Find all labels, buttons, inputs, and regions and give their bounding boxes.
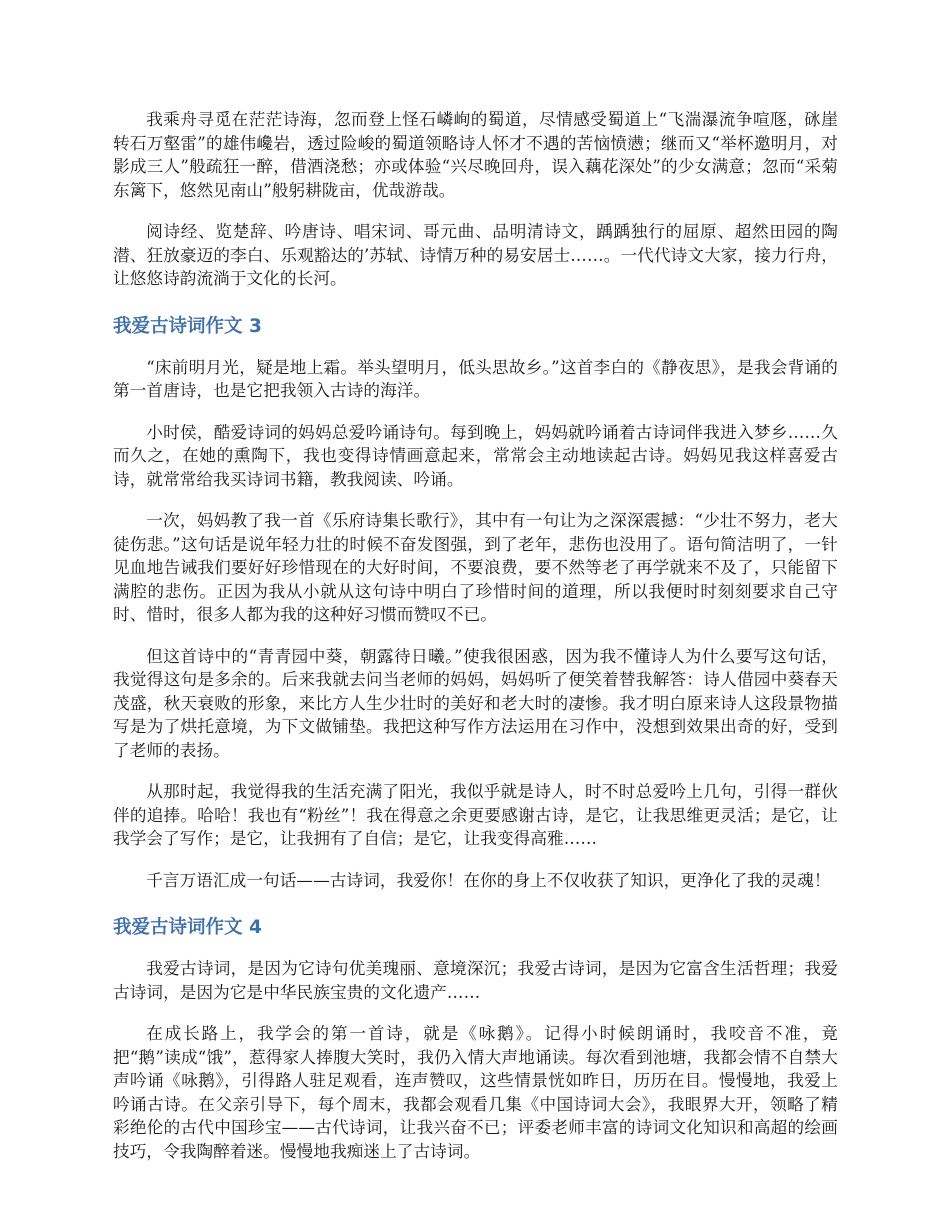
section-heading: 我爱古诗词作文 3 <box>113 315 262 337</box>
paragraph: “床前明月光，疑是地上霜。举头望明月，低头思故乡。”这首李白的《静夜思》，是我会背诵的第一首唐诗，也是它把我领入古诗的海洋。 <box>113 357 838 400</box>
paragraph: 小时侯，酷爱诗词的妈妈总爱吟诵诗句。每到晚上，妈妈就吟诵着古诗词伴我进入梦乡……久而久之，在她的熏陶下，我也变得诗情画意起来，常常会主动地读起古诗。妈妈见我这样喜爱古诗，就常常给我买诗词书籍，教我阅读、吟诵。 <box>113 422 838 489</box>
paragraph: 一次，妈妈教了我一首《乐府诗集长歌行》，其中有一句让为之深深震撼：“少壮不努力，老大徒伤悲。”这句话是说年轻力壮的时候不奋发图强，到了老年，悲伤也没用了。语句简洁明了，一针见血地告诫我们要好好珍惜现在的大好时间，不要浪费，要不然等老了再学就来不及了，只能留下满腔的悲伤。正因为我从小就从这句诗中明白了珍惜时间的道理，所以我便时时刻刻要求自己守时、惜时，很多人都为我的这种好习惯而赞叹不已。 <box>113 511 838 624</box>
paragraph: 在成长路上，我学会的第一首诗，就是《咏鹅》。记得小时候朗诵时，我咬音不准，竟把“鹅”读成“饿”，惹得家人捧腹大笑时，我仍入情大声地诵读。每次看到池塘，我都会情不自禁大声吟诵《咏鹅》，引得路人驻足观看，连声赞叹，这些情景恍如昨日，历历在目。慢慢地，我爱上吟诵古诗。在父亲引导下，每个周末，我都会观看几集《中国诗词大会》，我眼界大开，领略了精彩绝伦的古代中国珍宝——古代诗词，让我兴奋不已；评委老师丰富的诗词文化知识和高超的绘画技巧，令我陶醉着迷。慢慢地我痴迷上了古诗词。 <box>113 1024 838 1161</box>
document-page <box>113 108 838 1181</box>
paragraph: 我爱古诗词，是因为它诗句优美瑰丽、意境深沉；我爱古诗词，是因为它富含生活哲理；我爱古诗词，是因为它是中华民族宝贵的文化遗产…… <box>113 959 838 1002</box>
section-heading: 我爱古诗词作文 4 <box>113 917 262 938</box>
paragraph: 阅诗经、览楚辞、吟唐诗、唱宋词、哥元曲、品明清诗文，踽踽独行的屈原、超然田园的陶潜、狂放豪迈的李白、乐观豁达的’苏轼、诗情万种的易安居士……。一代代诗文大家，接力行舟，让悠悠诗韵流淌于文化的长河。 <box>113 222 838 288</box>
paragraph: 千言万语汇成一句话——古诗词，我爱你！在你的身上不仅收获了知识，更净化了我的灵魂！ <box>146 870 831 890</box>
paragraph: 但这首诗中的“青青园中葵，朝露待日曦。”使我很困惑，因为我不懂诗人为什么要写这句话，我觉得这句是多余的。后来我就去问当老师的妈妈，妈妈听了便笑着替我解答：诗人借园中葵春天茂盛，秋天衰败的形象，来比方人生少壮时的美好和老大时的凄惨。我才明白原来诗人这段景物描写是为了烘托意境，为下文做铺垫。我把这种写作方法运用在习作中，没想到效果出奇的好，受到了老师的表扬。 <box>113 646 838 760</box>
paragraph: 我乘舟寻觅在茫茫诗海，忽而登上怪石嶙峋的蜀道，尽情感受蜀道上“飞湍瀑流争喧豗，砯崖转石万壑雷”的雄伟巉岩，透过险峻的蜀道领略诗人怀才不遇的苦恼愤懑；继而又“举杯邀明月，对影成三人”般疏狂一醉，借酒浇愁；亦或体验“兴尽晚回舟，误入藕花深处”的少女满意；忽而“采菊东篱下，悠然见南山”般躬耕陇亩，优哉游哉。 <box>113 110 838 200</box>
paragraph: 从那时起，我觉得我的生活充满了阳光，我似乎就是诗人，时不时总爱吟上几句，引得一群伙伴的追捧。哈哈！我也有“粉丝”！我在得意之余更要感谢古诗，是它，让我思维更灵活；是它，让我学会了写作；是它，让我拥有了自信；是它，让我变得高雅…… <box>113 782 838 848</box>
